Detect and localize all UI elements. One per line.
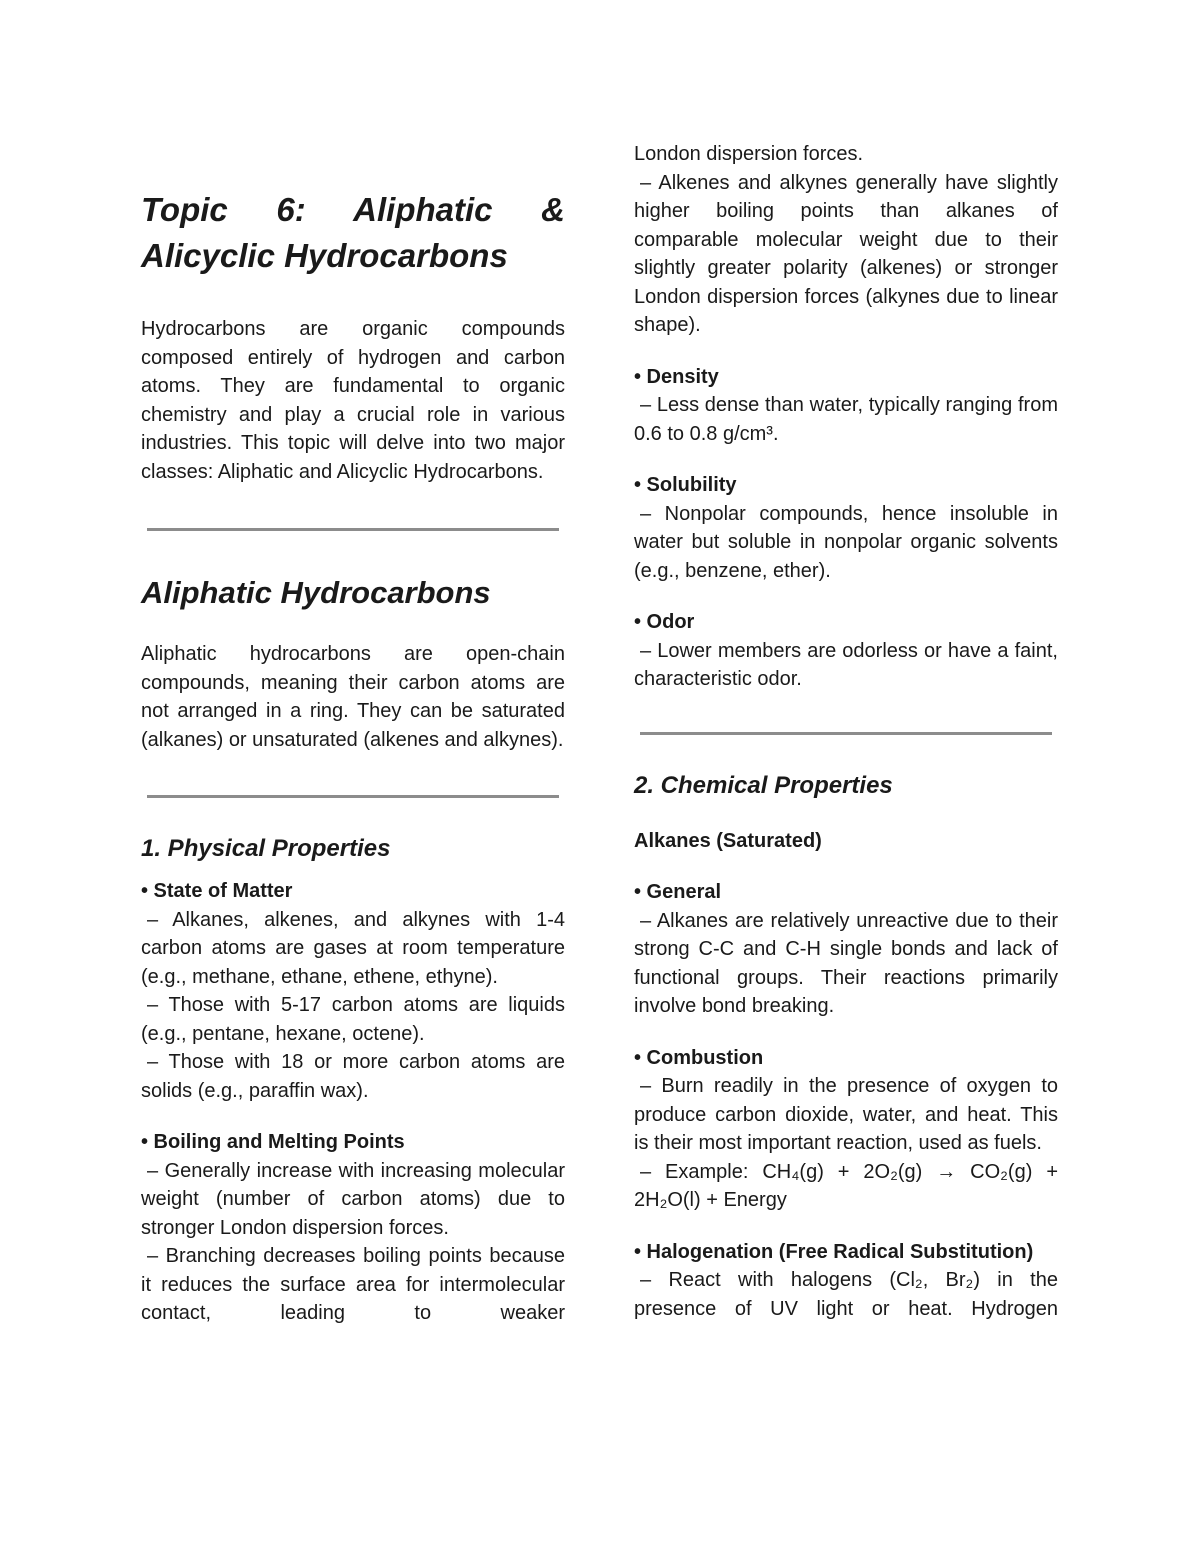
state-of-matter-label: • State of Matter — [141, 880, 293, 902]
halogenation-item-1: – React with halogens (Cl₂, Br₂) in the presence of UV light or heat. Hydrogen — [634, 1269, 1058, 1320]
alkanes-label: Alkanes (Saturated) — [634, 829, 822, 852]
page-title: Topic 6: Aliphatic & Alicyclic Hydrocarbons — [141, 191, 565, 274]
continuation-text: London dispersion forces. — [634, 143, 864, 165]
halogenation-label: • Halogenation (Free Radical Substitution) — [634, 1240, 1034, 1263]
combustion-item-1: – Burn readily in the presence of oxygen to produce carbon dioxide, water, and heat. This is their most important reaction, used as fuels. — [634, 1075, 1058, 1154]
general-label: • General — [634, 881, 722, 903]
state-item-1: – Alkanes, alkenes, and alkynes with 1-4 carbon atoms are gases at room temperature (e.g., methane, ethane, ethene, ethyne). — [141, 908, 565, 988]
odor-item-1: – Lower members are odorless or have a faint, characteristic odor. — [634, 639, 1058, 690]
physical-properties-heading: 1. Physical Properties — [141, 835, 391, 862]
boiling-item-1: – Generally increase with increasing molecular weight (number of carbon atoms) due to stronger London dispersion forces. — [141, 1159, 565, 1239]
state-item-2: – Those with 5-17 carbon atoms are liquids (e.g., pentane, hexane, octene). — [141, 994, 565, 1045]
boiling-melting-label: • Boiling and Melting Points — [141, 1131, 405, 1153]
boiling-item-3: – Alkenes and alkynes generally have slightly higher boiling points than alkanes of comparable molecular weight due to their slightly greater polarity (alkenes) or stronger London dispersion forces (alkynes due to linear shape). — [634, 171, 1058, 336]
left-column — [141, 0, 565, 1328]
solubility-item-1: – Nonpolar compounds, hence insoluble in water but soluble in nonpolar organic solvents (e.g., benzene, ether). — [634, 502, 1058, 582]
chemical-properties-heading: 2. Chemical Properties — [634, 771, 893, 799]
aliphatic-intro-paragraph: Aliphatic hydrocarbons are open-chain compounds, meaning their carbon atoms are not arranged in a ring. They can be saturated (alkanes) or unsaturated (alkenes and alkynes). — [141, 643, 565, 751]
boiling-item-2: – Branching decreases boiling points because it reduces the surface area for intermolecular contact, leading to weaker — [141, 1245, 565, 1324]
aliphatic-heading: Aliphatic Hydrocarbons — [141, 575, 491, 610]
density-label: • Density — [634, 365, 719, 388]
combustion-label: • Combustion — [634, 1046, 764, 1069]
solubility-label: • Solubility — [634, 474, 737, 496]
state-item-3: – Those with 18 or more carbon atoms are solids (e.g., paraffin wax). — [141, 1051, 565, 1102]
general-item-1: – Alkanes are relatively unreactive due to their strong C-C and C-H single bonds and lack of functional groups. Their reactions primarily involve bond breaking. — [634, 909, 1058, 1017]
intro-paragraph: Hydrocarbons are organic compounds composed entirely of hydrogen and carbon atoms. They are fundamental to organic chemistry and play a crucial role in various industries. This topic will delve into two major classes: Aliphatic and Alicyclic Hydrocarbons. — [141, 318, 565, 483]
right-column — [634, 0, 1058, 1323]
combustion-example: – Example: CH₄(g) + 2O₂(g) → CO₂(g) + 2H₂O(l) + Energy — [634, 1160, 1058, 1211]
density-item-1: – Less dense than water, typically ranging from 0.6 to 0.8 g/cm³. — [634, 394, 1058, 445]
odor-label: • Odor — [634, 611, 695, 633]
